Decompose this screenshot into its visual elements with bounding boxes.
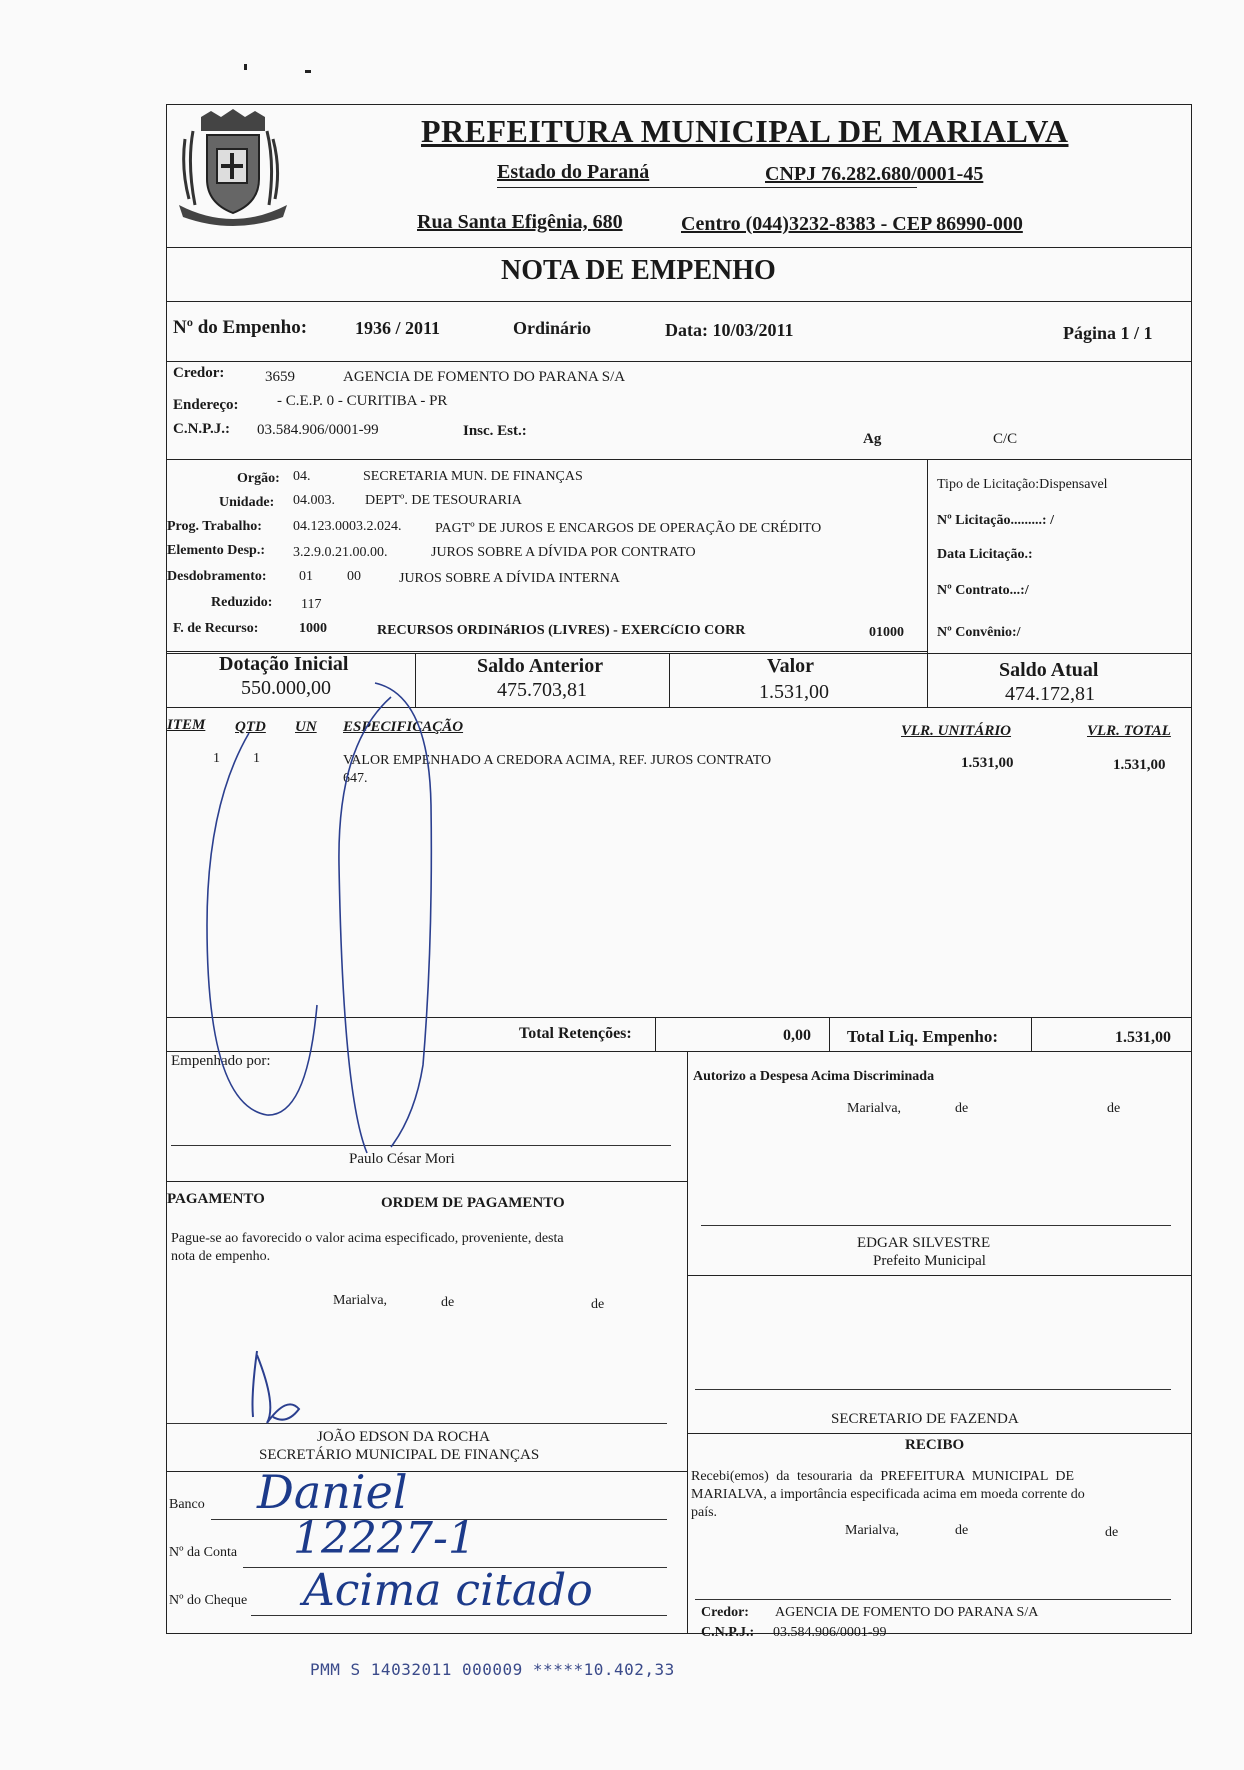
tipo-licitacao: Tipo de Licitação:Dispensavel [937, 477, 1108, 492]
elemento-desp-name: JUROS SOBRE A DÍVIDA POR CONTRATO [431, 545, 696, 560]
contact-label: Centro (044)3232-8383 - CEP 86990-000 [681, 213, 1023, 235]
numero-licitacao: Nº Licitação.........: / [937, 513, 1054, 528]
col-item: ITEM [167, 717, 206, 733]
recibo-text-line2: MARIALVA, a importância especificada acima em moeda corrente do [691, 1487, 1085, 1502]
cheque-label: Nº do Cheque [169, 1593, 248, 1608]
desdobramento-code1: 01 [299, 569, 313, 584]
total-retencoes-value: 0,00 [783, 1027, 811, 1044]
doc-title: NOTA DE EMPENHO [501, 255, 776, 286]
saldo-atual-label: Saldo Atual [999, 659, 1099, 681]
col-especificacao: ESPECIFICAÇÃO [343, 719, 464, 735]
recibo-credor-label: Credor: [701, 1605, 749, 1620]
secretario-fazenda-label: SECRETARIO DE FAZENDA [831, 1411, 1019, 1427]
fonte-recurso-code2: 01000 [869, 625, 904, 640]
recibo-title: RECIBO [905, 1437, 965, 1453]
saldo-atual-value: 474.172,81 [1005, 683, 1095, 705]
prog-trabalho-name: PAGTº DE JUROS E ENCARGOS DE OPERAÇÃO DE CRÉDITO [435, 521, 822, 536]
recibo-cnpj-label: C.N.P.J.: [701, 1625, 755, 1640]
autorizo-title: Autorizo a Despesa Acima Discriminada [693, 1069, 935, 1084]
recibo-credor-name: AGENCIA DE FOMENTO DO PARANA S/A [775, 1605, 1039, 1620]
row-desc-line1: VALOR EMPENHADO A CREDORA ACIMA, REF. JUROS CONTRATO [343, 753, 772, 768]
empenho-date: Data: 10/03/2011 [665, 320, 794, 340]
ordem-pagamento-label: ORDEM DE PAGAMENTO [381, 1195, 565, 1211]
payment-stamp: PMM S 14032011 000009 *****10.402,33 [310, 1660, 675, 1679]
banco-label: Banco [169, 1497, 205, 1512]
pagamento-de1: de [441, 1295, 455, 1310]
nota-empenho-form [166, 104, 1192, 1640]
col-vlr-unitario: VLR. UNITÁRIO [901, 723, 1012, 739]
saldo-anterior-value: 475.703,81 [497, 679, 587, 701]
empenho-type: Ordinário [513, 318, 592, 338]
autorizo-de1: de [955, 1101, 969, 1116]
empenho-number: 1936 / 2011 [355, 318, 441, 338]
orgao-name: SECRETARIA MUN. DE FINANÇAS [363, 469, 583, 484]
row-unit-value: 1.531,00 [961, 755, 1014, 771]
pagamento-label: PAGAMENTO [167, 1191, 265, 1207]
empenho-number-label: Nº do Empenho: [173, 317, 308, 338]
prog-trabalho-code: 04.123.0003.2.024. [293, 519, 402, 534]
fonte-recurso-name: RECURSOS ORDINáRIOS (LIVRES) - EXERCíCIO CORR [377, 623, 746, 638]
prefeitura-title: PREFEITURA MUNICIPAL DE MARIALVA [421, 113, 1069, 149]
col-un: UN [295, 719, 317, 735]
desdobramento-code2: 00 [347, 569, 361, 584]
saldo-anterior-label: Saldo Anterior [477, 655, 604, 677]
fonte-recurso-label: F. de Recurso: [173, 621, 259, 636]
unidade-label: Unidade: [219, 495, 275, 510]
numero-convenio: Nº Convênio:/ [937, 625, 1021, 640]
pen-strokes [167, 105, 1191, 1633]
address-label: Endereço: [173, 397, 239, 413]
valor-value: 1.531,00 [759, 681, 829, 703]
state-label: Estado do Paraná [497, 161, 650, 183]
col-qtd: QTD [235, 719, 266, 735]
secretario-financas-name: JOÃO EDSON DA ROCHA [317, 1429, 490, 1445]
cc-label: C/C [993, 431, 1018, 447]
autorizo-city: Marialva, [847, 1101, 902, 1116]
recibo-text-line3: país. [691, 1505, 718, 1520]
row-qtd: 1 [253, 751, 260, 766]
page-number: Página 1 / 1 [1063, 323, 1153, 343]
credor-cnpj: 03.584.906/0001-99 [257, 422, 379, 438]
credor-cnpj-label: C.N.P.J.: [173, 421, 230, 437]
cheque-handwriting: Acima citado [303, 1565, 593, 1616]
ag-label: Ag [863, 431, 882, 447]
row-desc-line2: 647. [343, 771, 368, 786]
reduzido-code: 117 [301, 597, 322, 612]
elemento-desp-code: 3.2.9.0.21.00.00. [293, 545, 388, 560]
dotacao-value: 550.000,00 [241, 677, 331, 699]
recibo-city: Marialva, [845, 1523, 900, 1538]
credor-address: - C.E.P. 0 - CURITIBA - PR [277, 393, 448, 409]
numero-contrato: Nº Contrato...:/ [937, 583, 1029, 598]
conta-handwriting: 12227-1 [293, 1513, 476, 1564]
street-label: Rua Santa Efigênia, 680 [417, 211, 623, 233]
secretario-financas-role: SECRETÁRIO MUNICIPAL DE FINANÇAS [259, 1447, 540, 1463]
recibo-de2: de [1105, 1525, 1119, 1540]
banco-handwriting: Daniel [257, 1465, 408, 1519]
orgao-code: 04. [293, 469, 311, 484]
credor-label: Credor: [173, 365, 225, 381]
autorizo-de2: de [1107, 1101, 1121, 1116]
pagamento-text-line2: nota de empenho. [171, 1249, 271, 1264]
total-liq-label: Total Liq. Empenho: [847, 1027, 998, 1046]
pagamento-city: Marialva, [333, 1293, 388, 1308]
data-licitacao: Data Licitação.: [937, 547, 1033, 562]
col-vlr-total: VLR. TOTAL [1087, 723, 1171, 739]
insc-est-label: Insc. Est.: [463, 423, 527, 439]
scan-speck [305, 70, 311, 73]
row-total-value: 1.531,00 [1113, 757, 1166, 773]
recibo-cnpj: 03.584.906/0001-99 [773, 1625, 887, 1640]
credor-code: 3659 [265, 369, 295, 385]
desdobramento-label: Desdobramento: [167, 569, 267, 584]
cnpj-label: CNPJ 76.282.680/0001-45 [765, 163, 984, 185]
prefeito-role: Prefeito Municipal [873, 1253, 986, 1269]
total-liq-value: 1.531,00 [1115, 1029, 1171, 1046]
total-retencoes-label: Total Retenções: [519, 1025, 632, 1042]
empenhado-name: Paulo César Mori [349, 1151, 455, 1167]
unidade-name: DEPTº. DE TESOURARIA [365, 493, 522, 508]
recibo-text-line1: Recebi(emos) da tesouraria da PREFEITURA MUNICIPAL DE [691, 1469, 1075, 1484]
fonte-recurso-code: 1000 [299, 621, 327, 636]
desdobramento-name: JUROS SOBRE A DÍVIDA INTERNA [399, 571, 620, 586]
prog-trabalho-label: Prog. Trabalho: [167, 519, 262, 534]
recibo-de1: de [955, 1523, 969, 1538]
row-item: 1 [213, 751, 220, 766]
scan-speck [244, 64, 247, 70]
prefeito-name: EDGAR SILVESTRE [857, 1235, 991, 1251]
empenhado-label: Empenhado por: [171, 1053, 271, 1069]
orgao-label: Orgão: [237, 471, 280, 486]
pagamento-de2: de [591, 1297, 605, 1312]
valor-label: Valor [767, 655, 815, 677]
credor-name: AGENCIA DE FOMENTO DO PARANA S/A [343, 369, 626, 385]
elemento-desp-label: Elemento Desp.: [167, 543, 265, 558]
conta-label: Nº da Conta [169, 1545, 238, 1560]
reduzido-label: Reduzido: [211, 595, 273, 610]
unidade-code: 04.003. [293, 493, 335, 508]
pagamento-text-line1: Pague-se ao favorecido o valor acima especificado, proveniente, desta [171, 1231, 564, 1246]
dotacao-label: Dotação Inicial [219, 653, 349, 675]
